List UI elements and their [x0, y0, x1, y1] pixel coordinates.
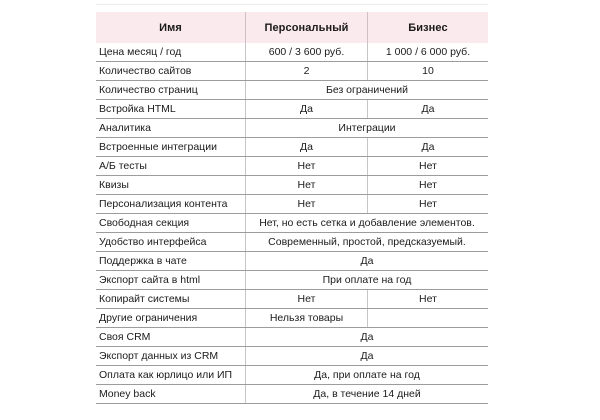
row-value-personal: Нет [246, 157, 368, 175]
row-value-both-plans: Да [360, 350, 374, 362]
table-row [96, 214, 488, 233]
row-value-personal: 600 / 3 600 руб. [246, 43, 368, 61]
row-label: Своя CRM [96, 328, 246, 346]
row-label: Money back [96, 385, 246, 403]
row-value-personal: Нет [246, 195, 368, 213]
table-row [96, 157, 488, 176]
row-value-both-plans: Да, в течение 14 дней [313, 388, 421, 400]
row-label: Количество страниц [96, 81, 246, 99]
row-label: Экспорт данных из CRM [96, 347, 246, 365]
table-row [96, 195, 488, 214]
row-label: Аналитика [96, 119, 246, 137]
row-value-business: Нет [419, 160, 437, 172]
row-value-both-plans: Нет, но есть сетка и добавление элементов. [259, 217, 475, 229]
row-value-business: Да [421, 103, 435, 115]
row-value-personal: Нет [246, 290, 368, 308]
row-value-both-plans: Да [360, 331, 374, 343]
row-value-personal: Нельзя товары [246, 309, 368, 327]
column-header-name: Имя [96, 12, 246, 43]
table-row [96, 252, 488, 271]
row-label: Количество сайтов [96, 62, 246, 80]
column-header-business: Бизнес [408, 21, 448, 34]
table-row [96, 62, 488, 81]
row-label: Другие ограничения [96, 309, 246, 327]
row-value-business: Нет [419, 198, 437, 210]
table-row [96, 119, 488, 138]
column-header-personal: Персональный [246, 12, 368, 43]
table-header-row [96, 12, 488, 43]
row-label: Копирайт системы [96, 290, 246, 308]
row-label: Экспорт сайта в html [96, 271, 246, 289]
row-value-both-plans: Да, при оплате на год [314, 369, 420, 381]
row-label: Оплата как юрлицо или ИП [96, 366, 246, 384]
comparison-table [96, 12, 488, 404]
row-value-both-plans: Да [360, 255, 374, 267]
row-value-business: Да [421, 141, 435, 153]
row-value-both-plans: Без ограничений [325, 84, 409, 96]
table-row [96, 43, 488, 62]
table-row [96, 328, 488, 347]
table-body [96, 43, 488, 404]
row-value-both-plans: Интеграции [338, 122, 396, 134]
table-row [96, 100, 488, 119]
row-label: Свободная секция [96, 214, 246, 232]
row-value-personal: Да [246, 100, 368, 118]
table-top-border [96, 4, 488, 5]
row-value-business: 1 000 / 6 000 руб. [385, 46, 471, 58]
table-row [96, 290, 488, 309]
row-value-business: Нет [419, 179, 437, 191]
row-value-business [368, 309, 488, 327]
row-label: Цена месяц / год [96, 43, 246, 61]
table-row [96, 81, 488, 100]
row-value-personal: Да [246, 138, 368, 156]
table-row [96, 309, 488, 328]
row-label: Персонализация контента [96, 195, 246, 213]
table-row [96, 366, 488, 385]
row-label: А/Б тесты [96, 157, 246, 175]
table-row [96, 233, 488, 252]
row-value-business: 10 [422, 65, 434, 77]
row-value-business: Нет [419, 293, 437, 305]
table-row [96, 271, 488, 290]
row-label: Встройка HTML [96, 100, 246, 118]
row-label: Поддержка в чате [96, 252, 246, 270]
row-value-both-plans: Современный, простой, предсказуемый. [268, 236, 466, 248]
row-label: Встроенные интеграции [96, 138, 246, 156]
row-label: Удобство интерфейса [96, 233, 246, 251]
row-value-both-plans: При оплате на год [322, 274, 412, 286]
table-row [96, 138, 488, 157]
row-value-personal: Нет [246, 176, 368, 194]
table-row [96, 176, 488, 195]
row-value-personal: 2 [246, 62, 368, 80]
row-label: Квизы [96, 176, 246, 194]
table-row [96, 347, 488, 366]
table-row [96, 385, 488, 404]
